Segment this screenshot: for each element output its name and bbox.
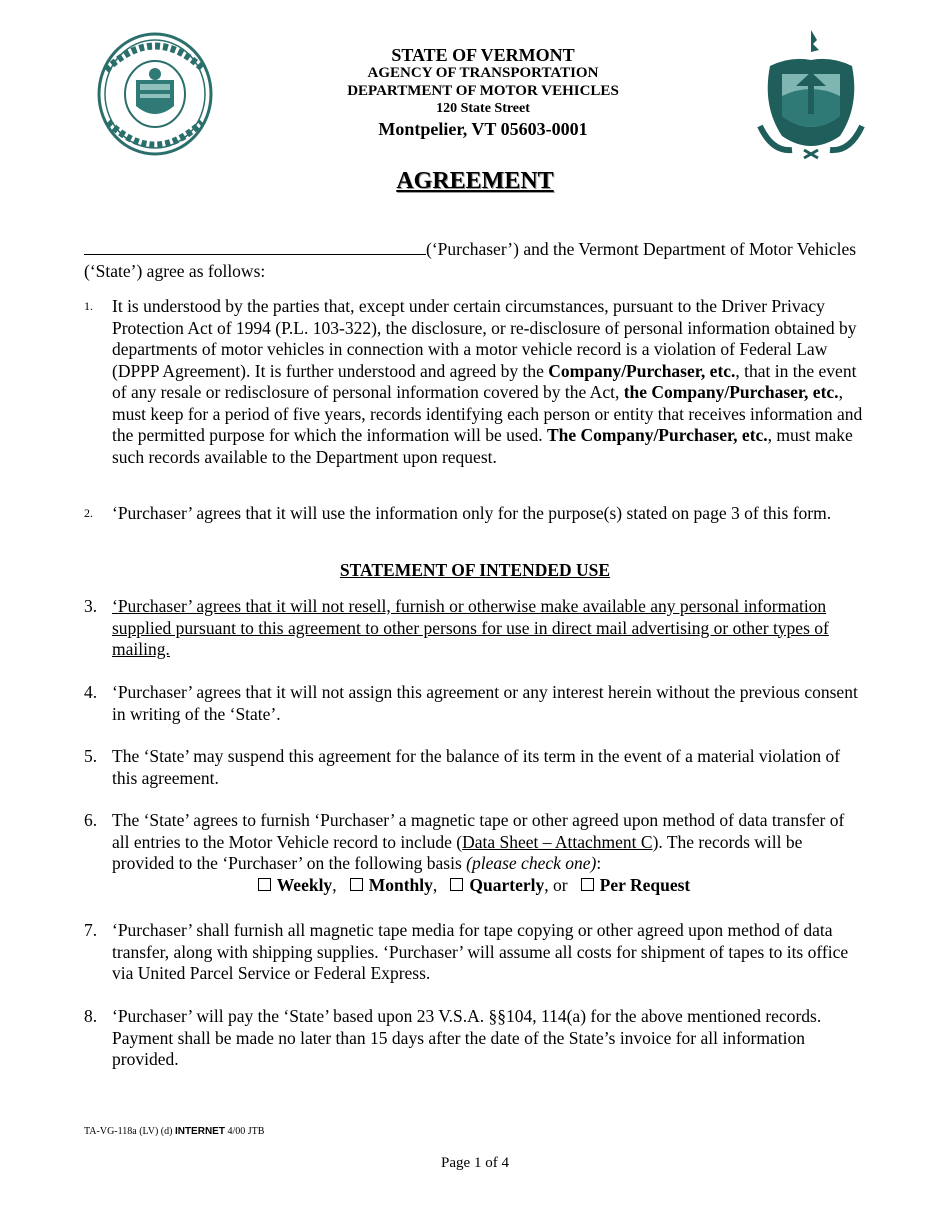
clause-1-text-a: It is understood by the parties that, except under certain circumstances, pursuant to the Driver Privacy Protection Act of 1994 (P.L. 103-322), the disclosure, or re-disclosure of personal information obtained by departments of motor vehicles in connection with a motor vehicle record is a violation of Federal Law (DPPP Agreement). It is further understood and agreed by the <box>112 296 857 381</box>
vermont-coat-of-arms-logo <box>752 26 870 162</box>
attachment-c-reference: Data Sheet – Attachment C <box>462 831 653 852</box>
option-per-request-label: Per Request <box>599 874 691 895</box>
clause-number: 1. <box>84 299 93 313</box>
clause-8 <box>84 1006 864 1071</box>
clause-text: ‘Purchaser’ agrees that it will not assign this agreement or any interest herein without the previous consent in writing of the ‘State’. <box>112 682 858 724</box>
purchaser-name-blank[interactable] <box>84 238 426 255</box>
frequency-options <box>84 875 864 897</box>
checkbox-monthly[interactable] <box>350 878 363 891</box>
clause-text: ‘Purchaser’ agrees that it will not resell, furnish or otherwise make available any personal information supplied pursuant to this agreement to other persons for use in direct mail advertising or other types of mailing. <box>112 596 829 659</box>
intro-text: (‘Purchaser’) and the Vermont Department of Motor Vehicles (‘State’) agree as follows: <box>84 239 857 281</box>
clause-2 <box>84 503 864 525</box>
page-number: Page 1 of 4 <box>441 1155 509 1171</box>
clause-number: 4. <box>84 682 98 702</box>
clause-5 <box>84 746 864 789</box>
clause-6-text-b: ). The records will be provided to the ‘Purchaser’ on the following basis <box>112 831 803 873</box>
letterhead <box>300 46 666 138</box>
checkbox-weekly[interactable] <box>258 878 271 891</box>
clause-1-text-d: , must make such records available to the Department upon request. <box>112 425 853 467</box>
header-city: Montpelier, VT 05603-0001 <box>378 119 588 139</box>
dmv-seal-logo <box>96 30 214 158</box>
checkbox-per-request[interactable] <box>581 878 594 891</box>
option-separator: , <box>432 874 438 895</box>
clause-6-colon: : <box>596 853 602 873</box>
option-per-request[interactable] <box>581 875 691 895</box>
clause-number: 5. <box>84 746 98 766</box>
clause-1 <box>84 296 864 468</box>
clause-text <box>112 296 864 468</box>
form-code-c: 4/00 JTB <box>224 1126 265 1137</box>
statement-of-intended-use-heading: STATEMENT OF INTENDED USE <box>339 560 611 580</box>
document-title: AGREEMENT <box>396 168 554 194</box>
option-monthly-label: Monthly <box>368 874 433 895</box>
intro-paragraph <box>84 238 864 282</box>
clause-1-bold-a: Company/Purchaser, etc. <box>548 360 736 381</box>
form-code-a: TA-VG-118a (LV) (d) <box>84 1126 175 1137</box>
header-department: DEPARTMENT OF MOTOR VEHICLES <box>347 83 619 99</box>
option-quarterly[interactable] <box>450 875 544 895</box>
clause-3 <box>84 596 864 661</box>
clause-1-bold-b: the Company/Purchaser, etc. <box>623 382 839 402</box>
check-one-note: (please check one) <box>466 853 597 873</box>
header-state: STATE OF VERMONT <box>391 45 575 65</box>
clause-7 <box>84 920 864 985</box>
header-street: 120 State Street <box>436 101 530 116</box>
form-code <box>84 1126 264 1137</box>
clause-1-text-c: , must keep for a period of five years, records identifying each person or entity that receives information and the permitted purpose for which the information will be used. <box>112 382 863 445</box>
option-separator: , or <box>544 874 568 895</box>
clause-1-text-b: , that in the event of any resale or redisclosure of personal information covered by the Act, <box>112 360 857 402</box>
option-monthly[interactable] <box>350 875 433 895</box>
clause-6 <box>84 810 864 896</box>
clause-number: 6. <box>84 810 98 830</box>
clause-number: 8. <box>84 1006 98 1026</box>
clause-number: 7. <box>84 920 98 940</box>
header-agency: AGENCY OF TRANSPORTATION <box>367 65 599 81</box>
clause-number: 2. <box>84 506 93 520</box>
clause-text: The ‘State’ may suspend this agreement for the balance of its term in the event of a material violation of this agreement. <box>112 746 841 788</box>
form-code-internet: INTERNET <box>174 1126 225 1137</box>
checkbox-quarterly[interactable] <box>450 878 463 891</box>
clause-1-bold-c: The Company/Purchaser, etc. <box>546 425 768 445</box>
option-weekly-label: Weekly <box>276 874 333 895</box>
option-separator: , <box>332 874 337 895</box>
clause-text: ‘Purchaser’ agrees that it will use the information only for the purpose(s) stated on page 3 of this form. <box>112 503 832 523</box>
option-weekly[interactable] <box>258 875 332 895</box>
clause-text <box>112 810 864 896</box>
clause-text: ‘Purchaser’ shall furnish all magnetic tape media for tape copying or other agreed upon method of data transfer, along with shipping supplies. ‘Purchaser’ will assume all costs for shipment of tapes to its office via United Parcel Service or Federal Express. <box>112 920 849 983</box>
clause-number: 3. <box>84 596 98 616</box>
clause-text: ‘Purchaser’ will pay the ‘State’ based upon 23 V.S.A. §§104, 114(a) for the above mentioned records. Payment shall be made no later than 15 days after the date of the State’s invoice for all information provided. <box>112 1006 822 1069</box>
option-quarterly-label: Quarterly <box>469 874 545 895</box>
clause-6-text-a: The ‘State’ agrees to furnish ‘Purchaser’ a magnetic tape or other agreed upon method of data transfer of all entries to the Motor Vehicle record to include ( <box>112 810 845 852</box>
clause-4 <box>84 682 864 725</box>
